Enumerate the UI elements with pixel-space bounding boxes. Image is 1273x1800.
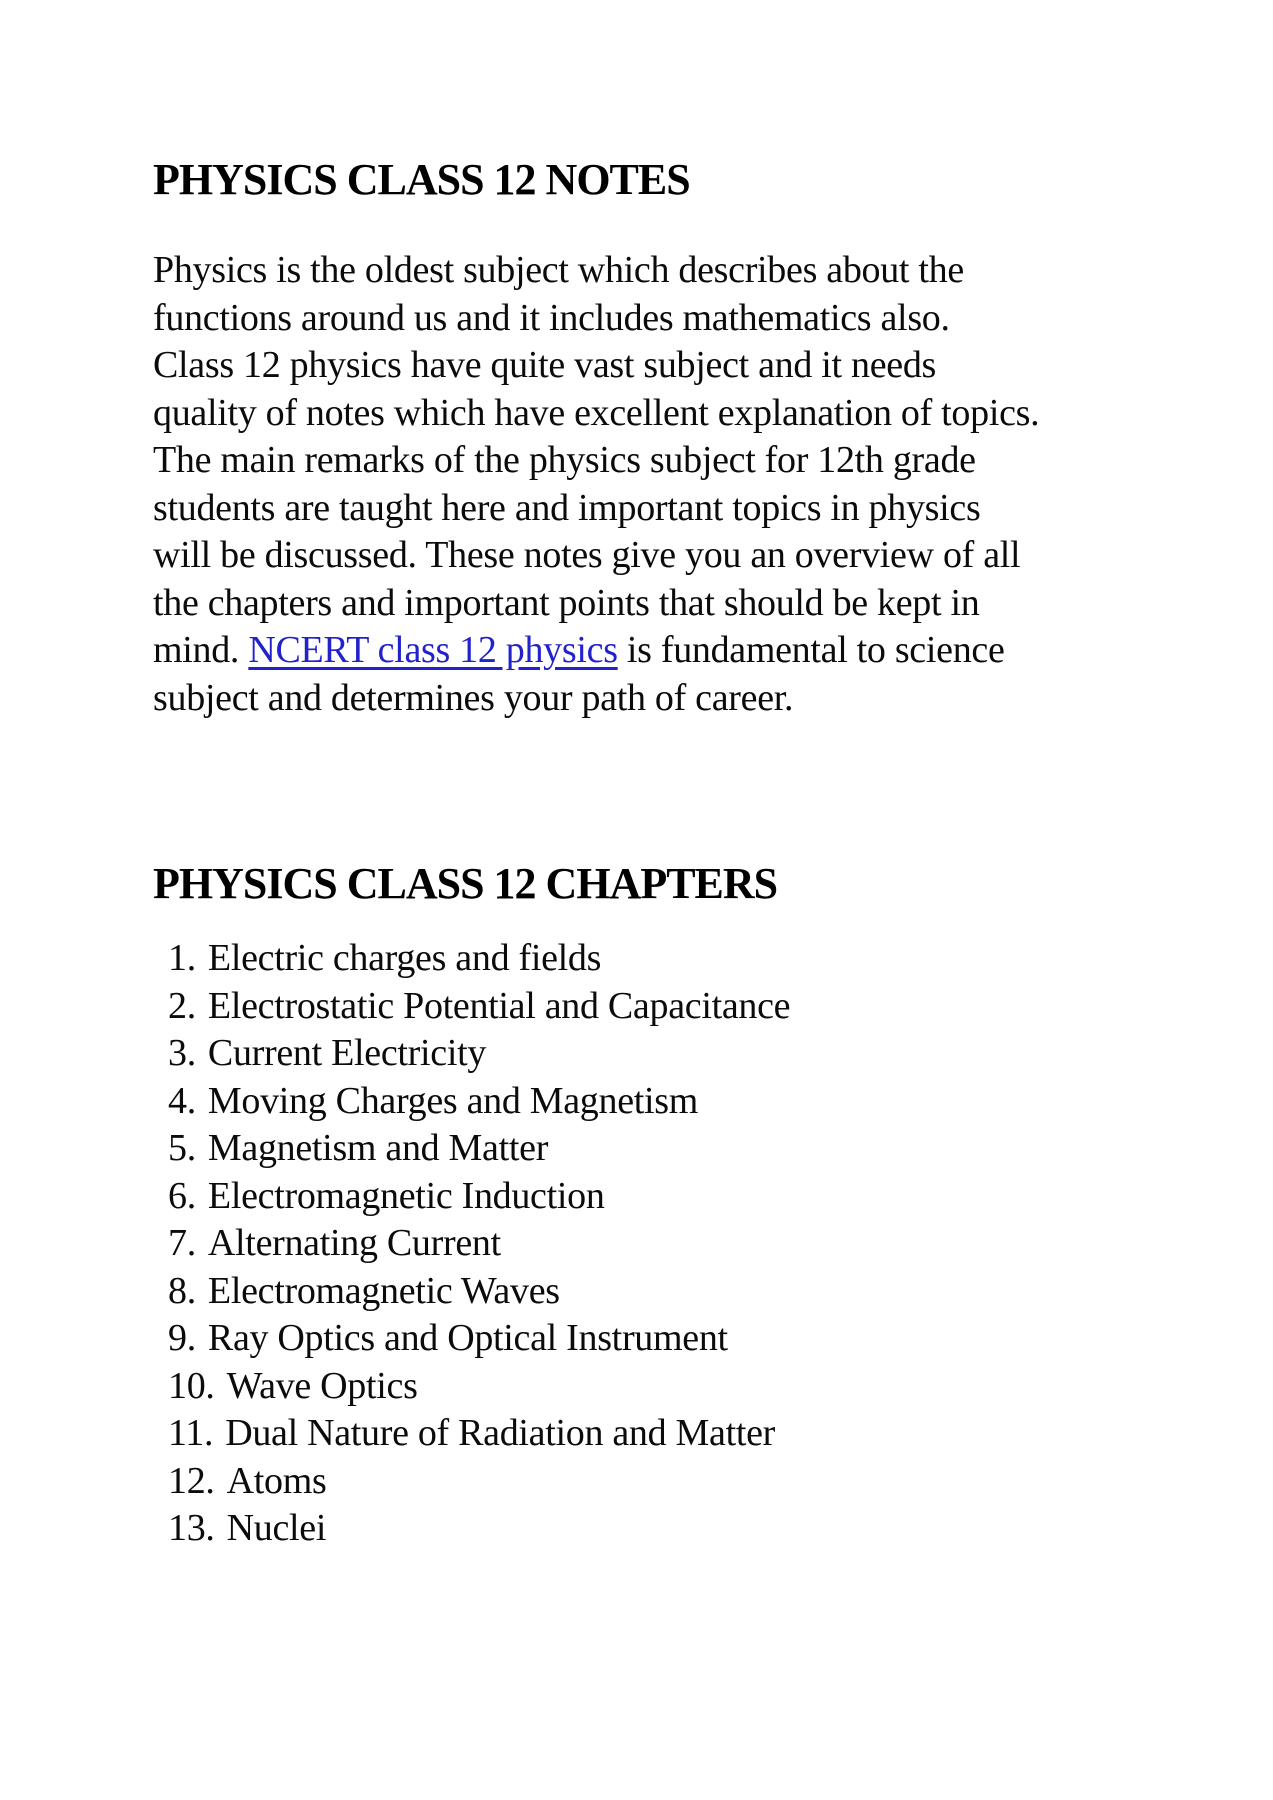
text-segment: students are taught here and important topics in physics [153,486,981,529]
chapter-label: Electromagnetic Induction [207,1174,605,1217]
chapter-label: Atoms [226,1459,327,1502]
text-segment: the chapters and important points that should be kept in [153,581,980,624]
chapter-label: Ray Optics and Optical Instrument [207,1317,728,1359]
chapter-label: Magnetism and Matter [207,1127,549,1169]
paragraph-line [153,485,1193,533]
chapter-number: 8. [168,1269,196,1312]
paragraph-line [153,675,1193,723]
chapter-label: Electrostatic Potential and Capacitance [207,984,791,1027]
chapter-number: 4. [168,1079,196,1122]
chapter-item [168,1363,1193,1411]
chapter-item [168,1458,1193,1506]
text-segment: will be discussed. These notes give you an overview of all [153,534,1021,576]
chapter-item [168,1125,1193,1173]
page-title-notes: PHYSICS CLASS 12 NOTES [153,155,690,204]
paragraph-line [153,627,1193,675]
text-segment: The main remarks of the physics subject for 12th grade [153,439,976,481]
chapter-number: 12. [168,1459,215,1502]
chapter-label: Nuclei [226,1507,327,1549]
chapter-item [168,1173,1193,1221]
chapter-label: Wave Optics [226,1364,418,1407]
chapter-label: Electromagnetic Waves [207,1269,560,1312]
paragraph-line [153,580,1193,628]
chapter-number: 1. [168,937,196,979]
chapter-item [168,935,1193,983]
chapter-number: 5. [168,1127,196,1169]
text-segment: subject and determines your path of career. [153,676,794,719]
text-segment: Class 12 physics have quite vast subject and it needs [153,344,937,386]
chapter-label: Dual Nature of Radiation and Matter [225,1412,776,1454]
intro-paragraph [153,247,1193,722]
chapter-number: 13. [168,1507,215,1549]
chapter-label: Current Electricity [207,1032,487,1074]
paragraph-line [153,295,1193,343]
chapter-item [168,1505,1193,1553]
chapter-number: 3. [168,1032,196,1074]
chapter-number: 7. [168,1222,196,1264]
chapter-item [168,983,1193,1031]
paragraph-line [153,532,1193,580]
text-segment: Physics is the oldest subject which describes about the [153,249,964,291]
chapter-label: Moving Charges and Magnetism [207,1079,699,1122]
chapter-item [168,1030,1193,1078]
chapter-number: 10. [168,1364,215,1407]
chapter-number: 2. [168,984,196,1027]
ncert-class-12-physics-link[interactable]: NCERT class 12 physics [248,629,618,671]
chapter-item [168,1078,1193,1126]
page-title-chapters: PHYSICS CLASS 12 CHAPTERS [153,859,778,908]
chapter-item [168,1220,1193,1268]
chapter-label: Electric charges and fields [207,937,602,979]
chapter-number: 6. [168,1174,196,1217]
chapter-number: 11. [168,1412,214,1454]
paragraph-line [153,390,1193,438]
text-segment: mind. [153,629,249,671]
text-segment: quality of notes which have excellent explanation of topics. [153,391,1040,434]
chapter-list [168,935,1193,1553]
text-segment: functions around us and it includes mathematics also. [153,296,950,339]
chapter-number: 9. [168,1317,196,1359]
text-segment: is fundamental to science [617,629,1005,671]
chapter-item [168,1268,1193,1316]
chapter-item [168,1410,1193,1458]
paragraph-line [153,437,1193,485]
chapter-item [168,1315,1193,1363]
paragraph-line [153,247,1193,295]
paragraph-line [153,342,1193,390]
chapter-label: Alternating Current [207,1222,501,1264]
